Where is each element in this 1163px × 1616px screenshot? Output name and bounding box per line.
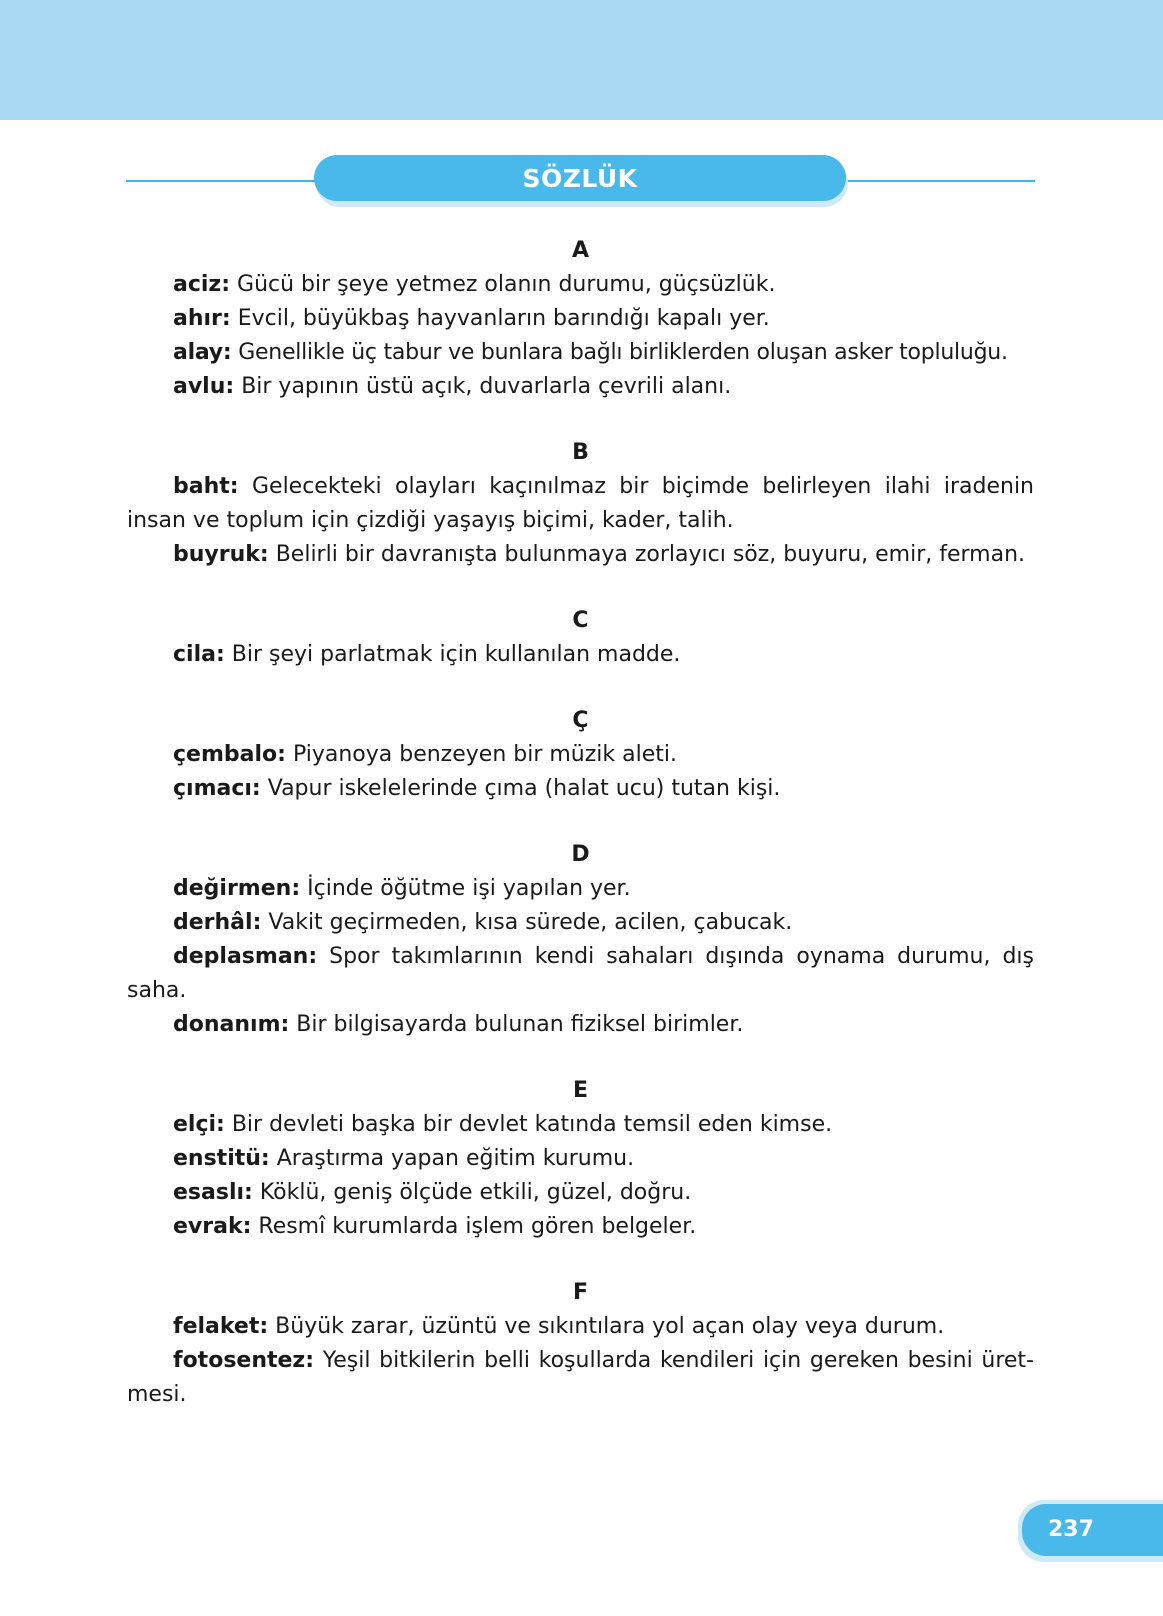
glossary-entry: [127, 940, 1034, 1008]
entry-term: enstitü:: [173, 1146, 270, 1171]
page-title: SÖZLÜK: [522, 163, 638, 193]
glossary-section-a: [127, 234, 1034, 404]
glossary-section-c: [127, 604, 1034, 672]
entry-term: aciz:: [173, 272, 231, 297]
entry-definition: Köklü, geniş ölçüde etkili, güzel, doğru.: [259, 1180, 692, 1205]
top-color-band: [0, 0, 1163, 120]
glossary-entry: [127, 1008, 1034, 1042]
title-banner: [314, 155, 846, 201]
glossary-section-f: [127, 1276, 1034, 1412]
glossary-entry: [127, 1210, 1034, 1244]
glossary-section-b: [127, 436, 1034, 572]
entry-definition: Evcil, büyükbaş hayvanların barındığı kapalı yer.: [237, 306, 770, 331]
entry-term: alay:: [173, 340, 232, 365]
glossary-entry: [127, 302, 1034, 336]
page-number: 237: [1048, 1517, 1094, 1542]
entry-definition: Piyanoya benzeyen bir müzik aleti.: [292, 742, 677, 767]
entry-definition: Büyük zarar, üzüntü ve sıkıntılara yol açan olay veya durum.: [275, 1314, 945, 1339]
entry-term: değirmen:: [173, 876, 301, 901]
glossary-section-e: [127, 1074, 1034, 1244]
glossary-entry: [127, 1108, 1034, 1142]
entry-term: cila:: [173, 642, 225, 667]
entry-term: çembalo:: [173, 742, 286, 767]
section-letter: F: [572, 1280, 589, 1305]
entry-term: derhâl:: [173, 910, 262, 935]
section-letter: Ç: [572, 708, 589, 733]
entry-term: evrak:: [173, 1214, 252, 1239]
title-rule-left: [126, 180, 326, 182]
section-letter: C: [572, 608, 589, 633]
entry-term: deplasman:: [173, 944, 318, 969]
entry-definition: Vakit geçirmeden, kısa sürede, acilen, çabucak.: [268, 910, 793, 935]
glossary-entry: [127, 538, 1034, 572]
entry-definition: Resmî kurumlarda işlem gören belgeler.: [258, 1214, 697, 1239]
entry-definition: Bir bilgisayarda bulunan fiziksel birimler.: [296, 1012, 744, 1037]
glossary-entry: [127, 638, 1034, 672]
glossary-entry: [127, 1310, 1034, 1344]
entry-definition: Gelecekteki olayları kaçınılmaz bir biçimde belirleyen ilahi iradenin insan ve toplum için çizdiği yaşayış biçimi, kader, talih.: [127, 474, 1035, 533]
section-letter: B: [572, 440, 589, 465]
glossary-section-d: [127, 838, 1034, 1042]
entry-definition: Bir şeyi parlatmak için kullanılan madde.: [231, 642, 681, 667]
entry-definition: Araştırma yapan eğitim kurumu.: [276, 1146, 635, 1171]
glossary-entry: [127, 872, 1034, 906]
entry-definition: Bir devleti başka bir devlet katında temsil eden kimse.: [231, 1112, 833, 1137]
entry-definition: Yeşil bitkilerin belli koşullarda kendileri için gereken besini üret-mesi.: [127, 1348, 1034, 1407]
entry-definition: Gücü bir şeye yetmez olanın durumu, güçsüzlük.: [237, 272, 776, 297]
glossary-content: [127, 234, 1034, 1444]
glossary-entry: [127, 370, 1034, 404]
entry-term: buyruk:: [173, 542, 269, 567]
section-letter: A: [571, 238, 590, 263]
glossary-entry: [127, 268, 1034, 302]
entry-term: ahır:: [173, 306, 231, 331]
glossary-entry: [127, 470, 1034, 538]
glossary-entry: [127, 1142, 1034, 1176]
entry-definition: Vapur iskelelerinde çıma (halat ucu) tutan kişi.: [267, 776, 781, 801]
section-letter: D: [571, 842, 590, 867]
glossary-entry: [127, 336, 1034, 370]
entry-term: avlu:: [173, 374, 235, 399]
glossary-section-c-cedilla: [127, 704, 1034, 806]
entry-term: fotosentez:: [173, 1348, 315, 1373]
entry-definition: İçinde öğütme işi yapılan yer.: [307, 876, 631, 901]
glossary-entry: [127, 1344, 1034, 1412]
section-letter: E: [572, 1078, 589, 1103]
entry-term: çımacı:: [173, 776, 261, 801]
entry-definition: Spor takımlarının kendi sahaları dışında oynama durumu, dış saha.: [127, 944, 1034, 1003]
entry-term: esaslı:: [173, 1180, 253, 1205]
entry-term: baht:: [173, 474, 239, 499]
entry-term: donanım:: [173, 1012, 290, 1037]
glossary-entry: [127, 772, 1034, 806]
glossary-entry: [127, 738, 1034, 772]
title-rule-right: [840, 180, 1035, 182]
entry-term: felaket:: [173, 1314, 269, 1339]
entry-definition: Bir yapının üstü açık, duvarlarla çevrili alanı.: [241, 374, 732, 399]
entry-definition: Genellikle üç tabur ve bunlara bağlı birliklerden oluşan asker topluluğu.: [238, 340, 1008, 365]
entry-definition: Belirli bir davranışta bulunmaya zorlayıcı söz, buyuru, emir, ferman.: [275, 542, 1026, 567]
glossary-entry: [127, 1176, 1034, 1210]
entry-term: elçi:: [173, 1112, 225, 1137]
glossary-entry: [127, 906, 1034, 940]
